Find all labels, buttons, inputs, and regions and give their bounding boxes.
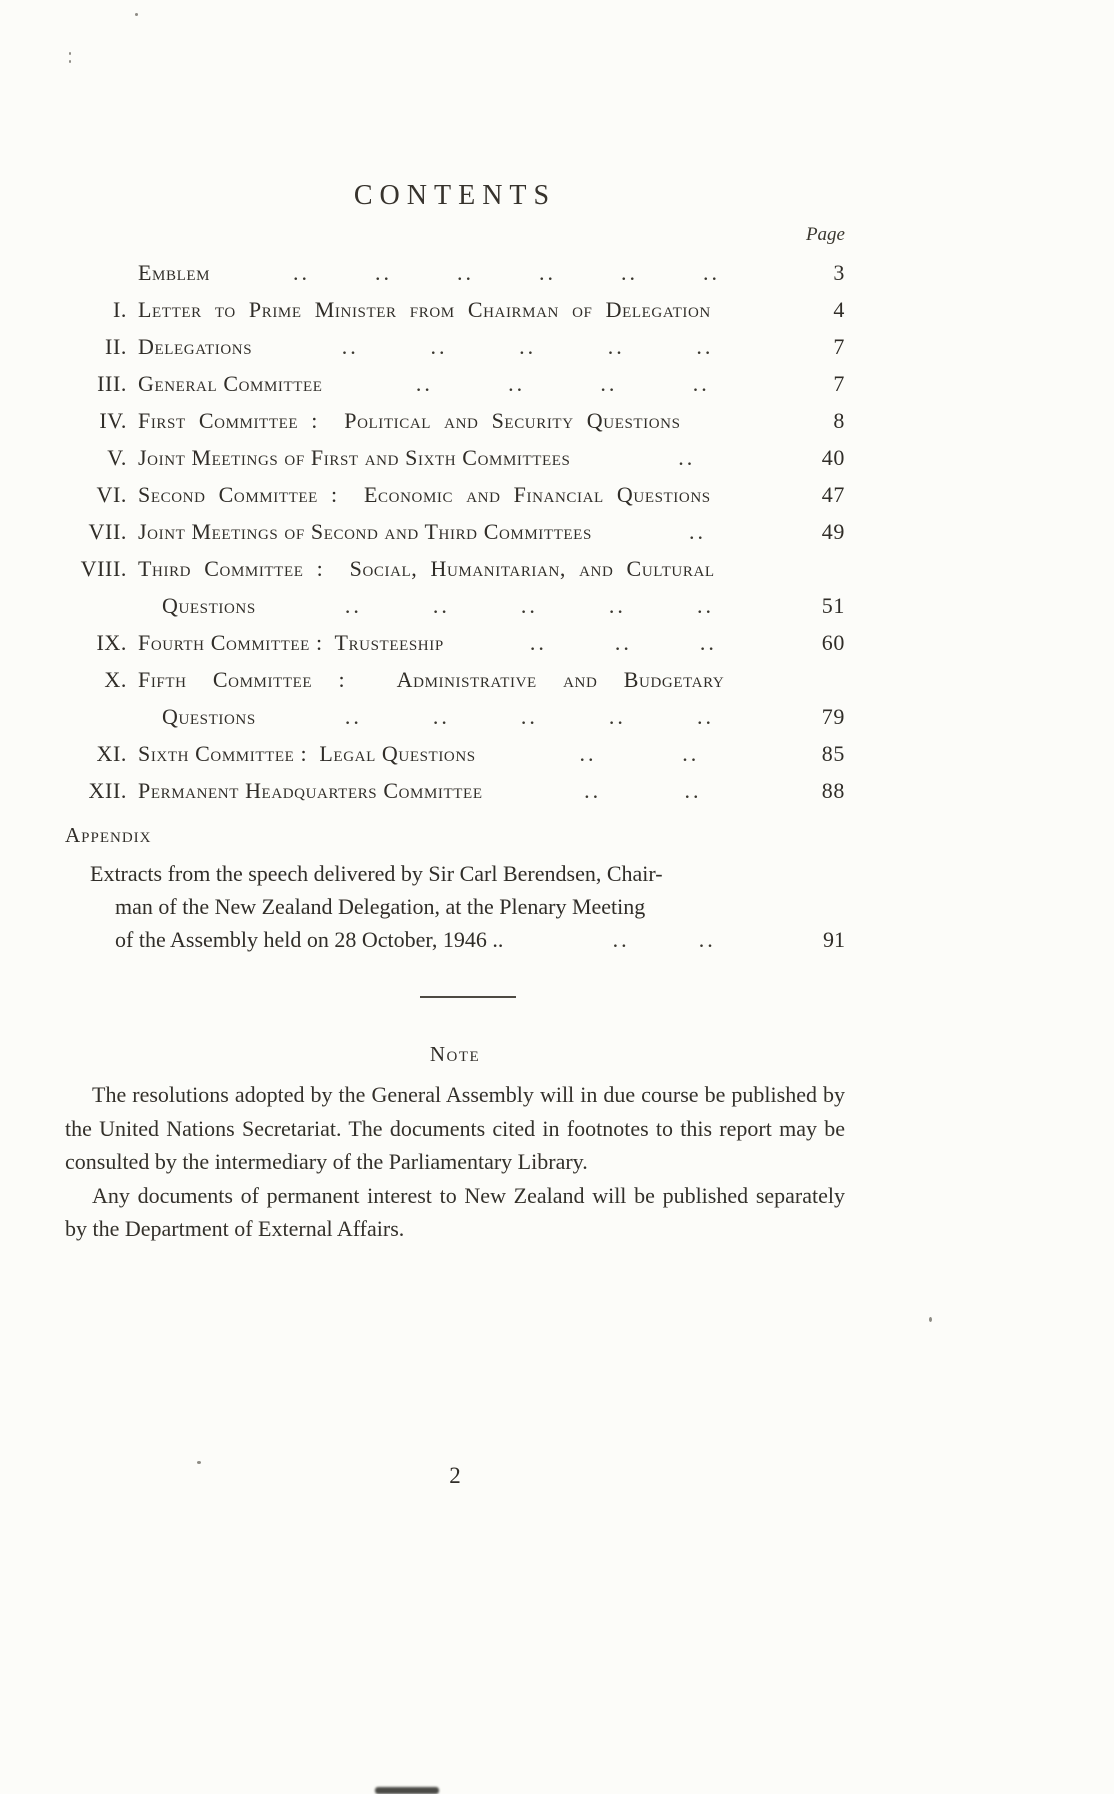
dot-leaders <box>592 513 799 550</box>
dot-leader: .. <box>678 445 696 470</box>
toc-entry-label: Third Committee : Social, Humanitarian, and Cultural <box>138 556 715 581</box>
dot-leader: .. <box>519 334 537 359</box>
toc-entry-label: Questions <box>162 593 256 618</box>
toc-entry-page: 7 <box>833 334 845 359</box>
toc-entry-numeral: VIII. <box>80 556 127 581</box>
dot-leader: .. <box>415 371 433 396</box>
dot-leader: .. <box>702 260 720 285</box>
dot-leader: .. <box>620 260 638 285</box>
dot-leaders <box>210 254 799 291</box>
toc-entry <box>65 254 845 291</box>
toc-entry <box>65 772 845 809</box>
dot-leader: .. <box>457 260 474 285</box>
page-column-label: Page <box>805 224 845 245</box>
dot-leaders <box>256 587 799 624</box>
dot-leader: .. <box>520 593 538 618</box>
dot-leader: .. <box>508 371 526 396</box>
dot-leader: .. <box>614 630 632 655</box>
dot-leader: .. <box>538 260 556 285</box>
dot-leader: .. <box>600 371 618 396</box>
toc-entry-numeral: XII. <box>88 778 127 803</box>
dot-leader: .. <box>682 741 700 766</box>
toc-entry <box>65 513 845 550</box>
toc-entry-page: 3 <box>833 260 845 285</box>
toc-entry-numeral: I. <box>112 297 127 322</box>
dot-leader: .. <box>432 593 450 618</box>
scan-artifact <box>135 13 138 16</box>
dot-leader: .. <box>430 334 448 359</box>
dot-leader: .. <box>684 778 702 803</box>
toc-entry-label: Emblem <box>138 260 211 285</box>
appendix-heading: Appendix <box>65 823 152 847</box>
toc-entry <box>65 624 845 661</box>
toc-entry-label: Joint Meetings of First and Sixth Committees <box>138 445 571 470</box>
scan-artifact <box>929 1317 932 1322</box>
toc-entry-numeral: V. <box>107 445 127 470</box>
toc-entry-page: 4 <box>833 297 845 322</box>
toc-entry-label: Delegations <box>138 334 253 359</box>
toc-entry-label: First Committee : Political and Security Questions <box>138 408 681 433</box>
scan-artifact <box>69 52 71 55</box>
dot-leader: .. <box>698 927 716 952</box>
scan-edge-artifact <box>375 1787 439 1794</box>
dot-leader: .. <box>529 630 547 655</box>
dot-leaders <box>252 328 799 365</box>
dot-leader: .. <box>344 704 362 729</box>
note-paragraph-1: The resolutions adopted by the General Assembly will in due course be published by the United Nations Secretariat. The documents cited in footnotes to this report may be consulted by the intermediary of the Parliamentary Library. <box>65 1082 845 1174</box>
dot-leader: .. <box>612 927 630 952</box>
note-heading: Note <box>429 1042 481 1066</box>
toc-entry-label: Permanent Headquarters Committee <box>138 778 483 803</box>
toc-entry-label: Fifth Committee : Administrative and Budgetary <box>138 667 725 692</box>
toc-entry <box>65 365 845 402</box>
dot-leader: .. <box>293 260 311 285</box>
toc-entry <box>65 587 845 624</box>
toc-entry-label: Letter to Prime Minister from Chairman of Delegation <box>138 297 711 322</box>
dot-leaders <box>476 735 799 772</box>
dot-leader: .. <box>696 704 714 729</box>
toc-entry-page: 51 <box>821 593 845 618</box>
note-section <box>65 1042 845 1246</box>
toc-entry-numeral: XI. <box>96 741 127 766</box>
dot-leader: .. <box>608 704 626 729</box>
toc-entry-numeral: IV. <box>99 408 127 433</box>
appendix-line-1: Extracts from the speech delivered by Sir Carl Berendsen, Chair- <box>90 861 663 886</box>
dot-leader: .. <box>607 334 625 359</box>
page-number: 2 <box>449 1463 461 1488</box>
appendix-page-number: 91 <box>823 927 845 952</box>
note-paragraph-2: Any documents of permanent interest to New Zealand will be published separately by the Department of External Affairs. <box>65 1182 845 1241</box>
section-divider <box>420 996 516 998</box>
dot-leader: .. <box>520 704 538 729</box>
dot-leader: .. <box>579 741 597 766</box>
toc-entry-numeral: II. <box>105 334 127 359</box>
dot-leader: .. <box>432 704 450 729</box>
page-title: CONTENTS <box>353 180 557 211</box>
toc-entry-page: 8 <box>833 408 845 433</box>
toc-entry-numeral: VI. <box>96 482 127 507</box>
toc-entry <box>65 476 845 513</box>
toc-entry-label: Sixth Committee : Legal Questions <box>138 741 476 766</box>
dot-leader: .. <box>692 371 710 396</box>
toc-entry <box>65 402 845 439</box>
toc-entry-page: 7 <box>833 371 845 396</box>
toc-entry <box>65 661 845 698</box>
toc-entry <box>65 735 845 772</box>
toc-entry-label: Fourth Committee : Trusteeship <box>138 630 444 655</box>
toc-entry-label: Joint Meetings of Second and Third Committees <box>138 519 592 544</box>
dot-leader: .. <box>699 630 717 655</box>
toc-entry-page: 60 <box>821 630 845 655</box>
appendix-dot-leaders <box>503 923 799 956</box>
toc-entry-page: 40 <box>821 445 845 470</box>
dot-leader: .. <box>341 334 359 359</box>
dot-leader: .. <box>584 778 602 803</box>
appendix-line-3-row <box>115 923 845 956</box>
content-block <box>65 0 845 1246</box>
toc-list <box>65 254 845 809</box>
toc-entry-label: Questions <box>162 704 256 729</box>
appendix-line-3: of the Assembly held on 28 October, 1946 .. <box>115 927 504 952</box>
dot-leaders <box>256 698 799 735</box>
toc-entry <box>65 439 845 476</box>
toc-entry-numeral: X. <box>104 667 127 692</box>
toc-entry <box>65 291 845 328</box>
toc-entry-label: General Committee <box>138 371 323 396</box>
toc-entry-label: Second Committee : Economic and Financial Questions <box>138 482 711 507</box>
toc-entry <box>65 550 845 587</box>
dot-leader: .. <box>344 593 362 618</box>
toc-entry-numeral: III. <box>97 371 127 396</box>
toc-entry-page: 79 <box>821 704 845 729</box>
dot-leader: .. <box>696 334 714 359</box>
toc-entry-page: 88 <box>821 778 845 803</box>
toc-entry-page: 85 <box>821 741 845 766</box>
dot-leader: .. <box>688 519 706 544</box>
dot-leader: .. <box>696 593 714 618</box>
dot-leader: .. <box>608 593 626 618</box>
dot-leaders <box>444 624 799 661</box>
dot-leaders <box>483 772 799 809</box>
scan-artifact <box>69 60 71 63</box>
dot-leader: .. <box>375 260 393 285</box>
dot-leaders <box>323 365 799 402</box>
appendix-section <box>65 823 845 956</box>
toc-entry <box>65 698 845 735</box>
toc-entry-numeral: VII. <box>88 519 127 544</box>
toc-entry-page: 47 <box>821 482 845 507</box>
dot-leaders <box>570 439 799 476</box>
toc-entry-page: 49 <box>821 519 845 544</box>
toc-entry <box>65 328 845 365</box>
toc-entry-numeral: IX. <box>96 630 127 655</box>
appendix-line-2: man of the New Zealand Delegation, at the Plenary Meeting <box>115 894 646 919</box>
